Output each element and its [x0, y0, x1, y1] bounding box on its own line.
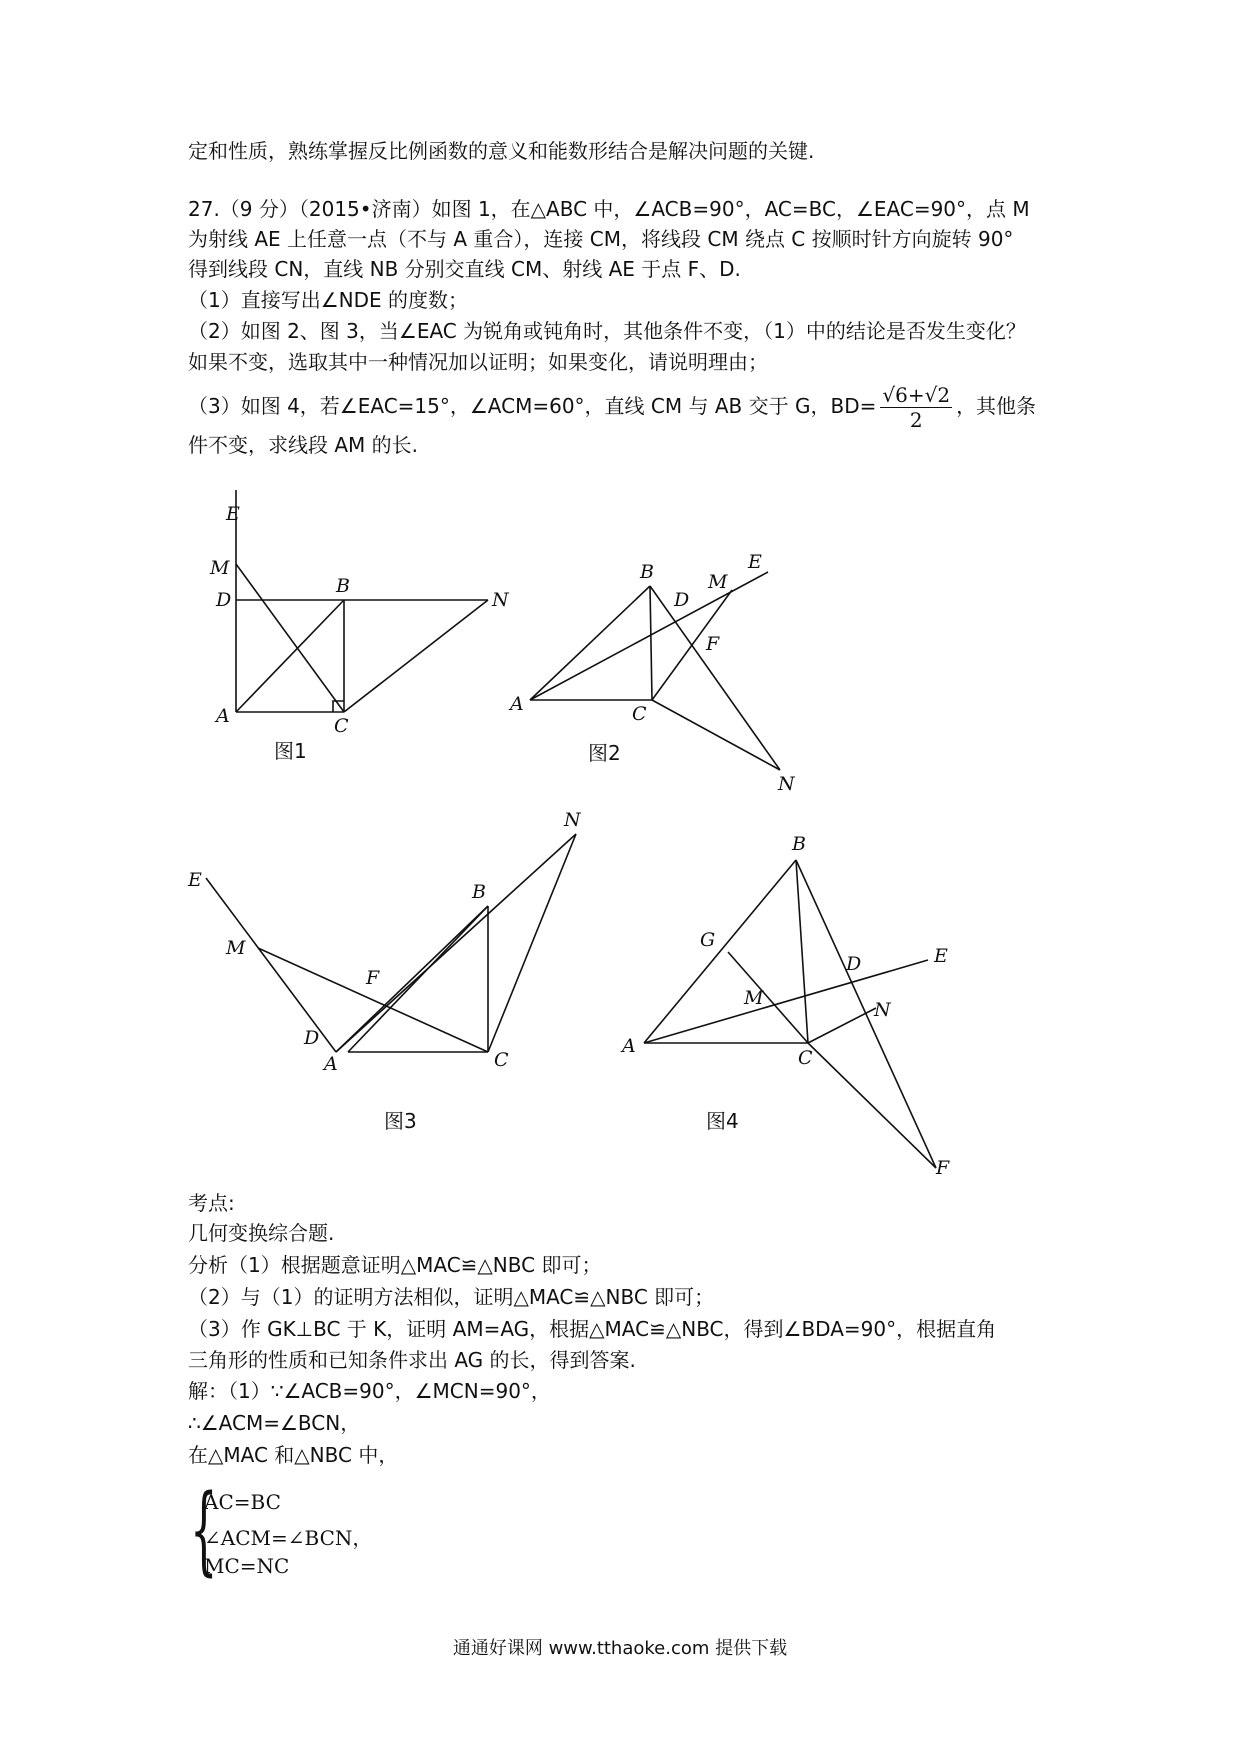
fig4-label-B: B: [792, 833, 806, 855]
problem-line-2: 为射线 AE 上任意一点（不与 A 重合），连接 CM，将线段 CM 绕点 C 按顺时针方向旋转 90°: [188, 227, 1014, 251]
fig4-label-N: N: [874, 999, 891, 1021]
bd-numerator: √6+√2: [882, 383, 951, 407]
fig2-label-C: C: [632, 703, 647, 725]
system-brace: {: [190, 1474, 218, 1586]
fig3-label-A: A: [324, 1053, 338, 1075]
fig2-label-A: A: [510, 693, 524, 715]
fig4-label-D: D: [846, 953, 862, 975]
fig3-label-F: F: [366, 967, 380, 989]
fig3-label-C: C: [494, 1049, 509, 1071]
fenxi-3a: （3）作 GK⊥BC 于 K，证明 AM=AG，根据△MAC≌△NBC，得到∠BDA=90°，根据直角: [188, 1317, 997, 1341]
fenxi-1: 分析（1）根据题意证明△MAC≌△NBC 即可；: [188, 1253, 602, 1277]
bd-denominator: 2: [909, 408, 923, 432]
fig3-label-M: M: [226, 937, 246, 959]
fig4-label-E: E: [934, 945, 948, 967]
fig2-label-F: F: [706, 633, 720, 655]
fig1-label-B: B: [336, 575, 350, 597]
system-eq-1: AC=BC: [204, 1490, 281, 1514]
fig3-caption: 图3: [384, 1109, 417, 1133]
fig1-label-A: A: [216, 705, 230, 727]
intro-line: 定和性质，熟练掌握反比例函数的意义和能数形结合是解决问题的关键.: [188, 139, 815, 163]
fig1-label-D: D: [216, 589, 232, 611]
question-3-post: ，其他条: [956, 394, 1037, 418]
fig3-label-D: D: [304, 1027, 320, 1049]
fig4-label-M: M: [744, 987, 764, 1009]
fig1-caption: 图1: [274, 739, 307, 763]
figure-1: [209, 490, 510, 763]
fig1-label-M: M: [210, 557, 230, 579]
figure-4: [620, 833, 950, 1179]
question-2b: 如果不变，选取其中一种情况加以证明；如果变化，请说明理由；: [188, 350, 768, 374]
fig2-label-D: D: [674, 589, 690, 611]
question-3-pre: （3）如图 4，若∠EAC=15°，∠ACM=60°，直线 CM 与 AB 交于 G，BD=: [188, 394, 877, 418]
fig3-label-N: N: [564, 809, 581, 831]
fig1-label-C: C: [334, 715, 349, 737]
fig3-label-B: B: [472, 881, 486, 903]
fig1-label-E: E: [226, 503, 240, 525]
problem-line-1: 27.（9 分）（2015•济南）如图 1，在△ABC 中，∠ACB=90°，AC=BC，∠EAC=90°，点 M: [188, 197, 1030, 221]
jie-2: ∴∠ACM=∠BCN，: [188, 1411, 361, 1435]
kaodian: 几何变换综合题.: [188, 1221, 335, 1245]
fig3-label-E: E: [188, 869, 202, 891]
fig4-label-F: F: [936, 1157, 950, 1179]
jie-3: 在△MAC 和△NBC 中，: [188, 1443, 399, 1467]
footer: 通通好课网 www.tthaoke.com 提供下载: [452, 1638, 788, 1659]
fig4-label-G: G: [700, 929, 716, 951]
fig2-label-E: E: [748, 551, 762, 573]
fig2-label-B: B: [640, 561, 654, 583]
question-3-cont: 件不变，求线段 AM 的长.: [188, 433, 419, 457]
system-eq-2: ∠ACM=∠BCN，: [204, 1526, 373, 1550]
kaodian-label: 考点:: [188, 1191, 235, 1215]
fig4-caption: 图4: [706, 1109, 739, 1133]
fig2-caption: 图2: [588, 741, 621, 765]
fig2-label-M: M: [708, 571, 728, 593]
fig4-label-A: A: [622, 1035, 636, 1057]
jie-1: 解：（1）∵∠ACB=90°，∠MCN=90°，: [188, 1379, 551, 1403]
figure-2: [508, 551, 796, 795]
question-2a: （2）如图 2、图 3，当∠EAC 为锐角或钝角时，其他条件不变，（1）中的结论是否发生变化？: [188, 319, 1026, 343]
system-eq-3: MC=NC: [204, 1554, 290, 1578]
fenxi-2: （2）与（1）的证明方法相似，证明△MAC≌△NBC 即可；: [188, 1285, 715, 1309]
fig4-label-C: C: [798, 1047, 813, 1069]
fenxi-3b: 三角形的性质和已知条件求出 AG 的长，得到答案.: [188, 1348, 636, 1372]
problem-line-3: 得到线段 CN，直线 NB 分别交直线 CM、射线 AE 于点 F、D.: [188, 257, 741, 281]
question-1: （1）直接写出∠NDE 的度数；: [188, 288, 469, 312]
fig1-label-N: N: [492, 589, 509, 611]
fig2-label-N: N: [778, 773, 795, 795]
figure-3: [187, 809, 582, 1133]
